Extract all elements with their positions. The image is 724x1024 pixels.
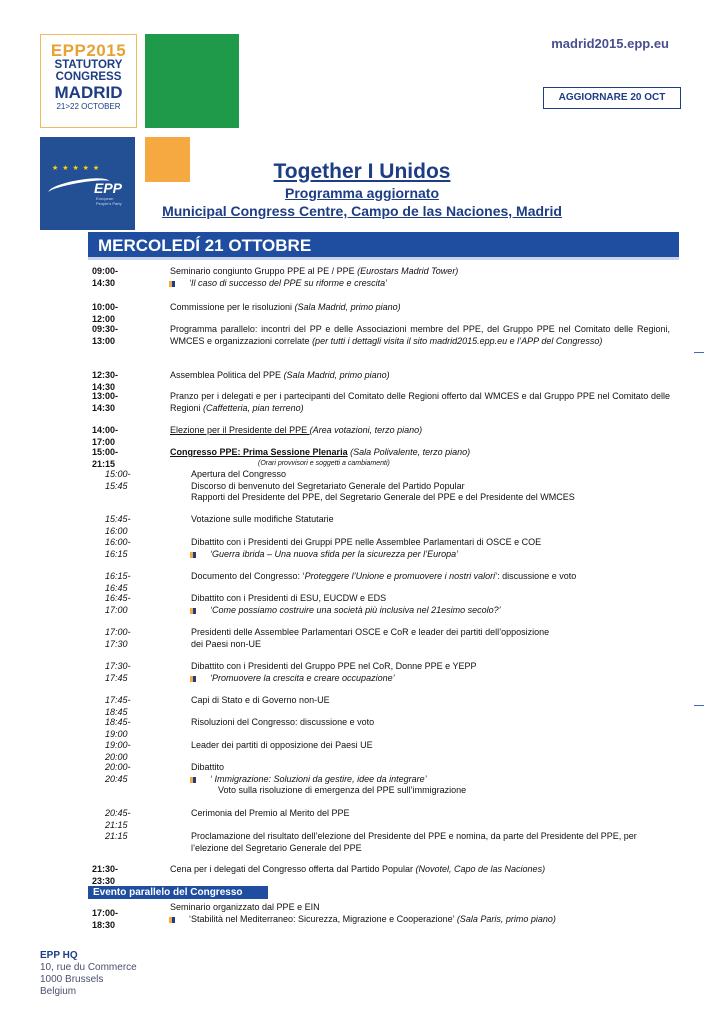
description bbox=[191, 661, 671, 684]
text: l’elezione del Segretario Generale del PPE bbox=[191, 842, 362, 853]
description bbox=[170, 370, 670, 382]
time: 21:15 bbox=[105, 831, 128, 841]
time: 20:00-20:45 bbox=[105, 762, 131, 784]
bullet-icon bbox=[190, 552, 196, 558]
text: Voto sulla risoluzione di emergenza del PPE sull’immigrazione bbox=[218, 785, 467, 795]
text: Pranzo per i delegati e per i partecipanti del Comitato delle Regioni offerto dal WMCES e dal Gruppo PPE nel Comitato delle Regioni bbox=[170, 391, 670, 413]
text: Congresso PPE: Prima Sessione Plenaria bbox=[170, 447, 348, 457]
text: Risoluzioni del Congresso: discussione e voto bbox=[191, 717, 375, 727]
description bbox=[191, 593, 671, 616]
logo-line: CONGRESS bbox=[55, 71, 122, 83]
time: 19:00-20:00 bbox=[105, 740, 131, 762]
note: (Orari provvisori e soggetti a cambiamenti) bbox=[258, 459, 390, 467]
description bbox=[191, 740, 671, 752]
bullet-text: ‘Guerra ibrida – Una nuova sfida per la sicurezza per l’Europa’ bbox=[210, 548, 459, 559]
location-text: (Novotel, Capo de las Naciones) bbox=[415, 864, 546, 874]
description bbox=[191, 717, 671, 729]
time: 16:15-16:45 bbox=[105, 571, 131, 593]
epp-logo-sub: European People's Party bbox=[96, 196, 122, 206]
bullet-text: ‘Il caso di successo del PPE su riforme e crescita’ bbox=[189, 277, 388, 288]
location-text: (Sala Madrid, primo piano) bbox=[283, 370, 390, 380]
green-square bbox=[145, 34, 239, 128]
stars-icon: ★ ★ ★ ★ ★ bbox=[52, 165, 101, 172]
text: ’: discussione e voto bbox=[495, 571, 577, 581]
logo-line: MADRID bbox=[54, 83, 123, 102]
location-text: (Sala Madrid, primo piano) bbox=[294, 302, 401, 312]
location-text: (Eurostars Madrid Tower) bbox=[357, 266, 459, 276]
bullet-icon bbox=[169, 281, 175, 287]
congress-logo bbox=[40, 34, 137, 128]
location-text: (Sala Paris, primo piano) bbox=[456, 913, 556, 924]
time: 17:30-17:45 bbox=[105, 661, 131, 683]
day-heading: MERCOLEDÍ 21 OTTOBRE bbox=[88, 232, 679, 260]
time: 16:45-17:00 bbox=[105, 593, 131, 615]
text: Dibattito con i Presidenti dei Gruppi PPE nelle Assemblee Parlamentari di OSCE e COE bbox=[191, 537, 542, 547]
description bbox=[191, 762, 671, 797]
address-line: 1000 Brussels bbox=[40, 974, 104, 985]
description bbox=[191, 571, 671, 583]
title-block bbox=[130, 160, 594, 220]
margin-mark bbox=[694, 705, 704, 706]
description bbox=[170, 266, 670, 289]
parallel-event-heading: Evento parallelo del Congresso bbox=[88, 886, 268, 899]
site-url[interactable]: madrid2015.epp.eu bbox=[551, 36, 669, 51]
text: Capi di Stato e di Governo non-UE bbox=[191, 695, 330, 705]
description bbox=[170, 425, 670, 437]
description bbox=[170, 902, 670, 925]
text: Dibattito con i Presidenti di ESU, EUCDW e EDS bbox=[191, 593, 387, 603]
text: Dibattito con i Presidenti del Gruppo PPE nel CoR, Donne PPE e YEPP bbox=[191, 661, 477, 671]
location-text: (Area votazioni, terzo piano) bbox=[309, 425, 423, 435]
epp-logo bbox=[46, 160, 128, 206]
description bbox=[170, 447, 670, 468]
bullet-text: ‘ Immigrazione: Soluzioni da gestire, idee da integrare’ bbox=[210, 773, 427, 784]
description bbox=[191, 831, 671, 854]
bullet-text: ‘Stabilità nel Mediterraneo: Sicurezza, Migrazione e Cooperazione’ bbox=[189, 913, 457, 924]
time: 17:45-18:45 bbox=[105, 695, 131, 717]
time: 15:00-15:45 bbox=[105, 469, 131, 491]
text: Assemblea Politica del PPE bbox=[170, 370, 284, 380]
logo-line: 21>22 OCTOBER bbox=[56, 102, 121, 111]
text: Programma parallelo: incontri del PP e delle Associazioni membre del PPE, del Gruppo PPE nel Comitato delle Regioni, WMCES e organizzazioni correlate bbox=[170, 324, 670, 346]
address-line: 10, rue du Commerce bbox=[40, 962, 137, 973]
time: 09:00-14:30 bbox=[92, 266, 119, 288]
time: 14:00-17:00 bbox=[92, 425, 119, 447]
text: Proteggere l’Unione e promuovere i nostri valori bbox=[304, 571, 496, 581]
time: 16:00-16:15 bbox=[105, 537, 131, 559]
location-text: (per tutti i dettagli visita il sito madrid2015.epp.eu e l’APP del Congresso) bbox=[312, 335, 603, 346]
text: dei Paesi non-UE bbox=[191, 638, 262, 649]
text: Presidenti delle Assemblee Parlamentari OSCE e CoR e leader dei partiti dell’opposizione bbox=[191, 627, 550, 637]
footer-title: EPP HQ bbox=[40, 950, 78, 961]
text: Elezione per il Presidente del PPE bbox=[170, 425, 310, 435]
text: Commissione per le risoluzioni bbox=[170, 302, 295, 312]
bullet-icon bbox=[169, 917, 175, 923]
time: 15:00-21:15 bbox=[92, 447, 119, 469]
text: Seminario congiunto Gruppo PPE al PE / PPE bbox=[170, 266, 358, 276]
logo-line: EPP2015 bbox=[50, 41, 127, 60]
description bbox=[191, 537, 671, 560]
description bbox=[191, 695, 671, 707]
text: Cerimonia del Premio al Merito del PPE bbox=[191, 808, 350, 818]
text: Rapporti del Presidente del PPE, del Segretario Generale del PPE e del Presidente del WMCES bbox=[191, 492, 575, 502]
margin-mark bbox=[694, 352, 704, 353]
description bbox=[170, 864, 670, 876]
description bbox=[170, 324, 670, 347]
text: Apertura del Congresso bbox=[191, 469, 287, 479]
location-text: (Sala Polivalente, terzo piano) bbox=[347, 447, 471, 457]
description bbox=[170, 302, 670, 314]
bullet-icon bbox=[190, 676, 196, 682]
page-subtitle: Programma aggiornato bbox=[284, 185, 440, 201]
time: 10:00-12:00 bbox=[92, 302, 119, 324]
description bbox=[191, 514, 671, 526]
bullet-icon bbox=[190, 777, 196, 783]
location-text: (Caffetteria, pian terreno) bbox=[203, 402, 304, 413]
time: 15:45-16:00 bbox=[105, 514, 131, 536]
description bbox=[191, 627, 671, 650]
time: 17:00-18:30 bbox=[92, 908, 119, 930]
text: Documento del Congresso: ‘ bbox=[191, 571, 305, 581]
text: Proclamazione del risultato dell’elezione del Presidente del PPE e nomina, da parte del Presidente del PPE, per bbox=[191, 831, 637, 841]
time: 18:45-19:00 bbox=[105, 717, 131, 739]
time: 21:30-23:30 bbox=[92, 864, 119, 886]
text: Discorso di benvenuto del Segretariato Generale del Partido Popular bbox=[191, 480, 465, 491]
page-title: Together I Unidos bbox=[273, 160, 451, 183]
footer-address bbox=[40, 950, 137, 998]
text: Cena per i delegati del Congresso offerta dal Partido Popular bbox=[170, 864, 416, 874]
bullet-text: ‘Promuovere la crescita e creare occupazione’ bbox=[210, 672, 395, 683]
description bbox=[191, 808, 671, 820]
time: 12:30-14:30 bbox=[92, 370, 119, 392]
description bbox=[191, 469, 671, 504]
update-badge: AGGIORNARE 20 OCT bbox=[543, 87, 681, 109]
time: 20:45-21:15 bbox=[105, 808, 131, 830]
text: Seminario organizzato dal PPE e EIN bbox=[170, 902, 320, 912]
bullet-icon bbox=[190, 608, 196, 614]
time: 09:30-13:00 bbox=[92, 324, 119, 346]
description bbox=[170, 391, 670, 414]
time: 17:00-17:30 bbox=[105, 627, 131, 649]
address-line: Belgium bbox=[40, 986, 77, 997]
text: Dibattito bbox=[191, 762, 225, 772]
logo-line: STATUTORY bbox=[54, 59, 123, 71]
bullet-text: ‘Come possiamo costruire una società più inclusiva nel 21esimo secolo?’ bbox=[210, 604, 501, 615]
text: Leader dei partiti di opposizione dei Paesi UE bbox=[191, 740, 373, 750]
location: Municipal Congress Centre, Campo de las Naciones, Madrid bbox=[162, 203, 562, 219]
text: Votazione sulle modifiche Statutarie bbox=[191, 514, 334, 524]
epp-logo-name: EPP bbox=[94, 180, 123, 196]
time: 13:00-14:30 bbox=[92, 391, 119, 413]
